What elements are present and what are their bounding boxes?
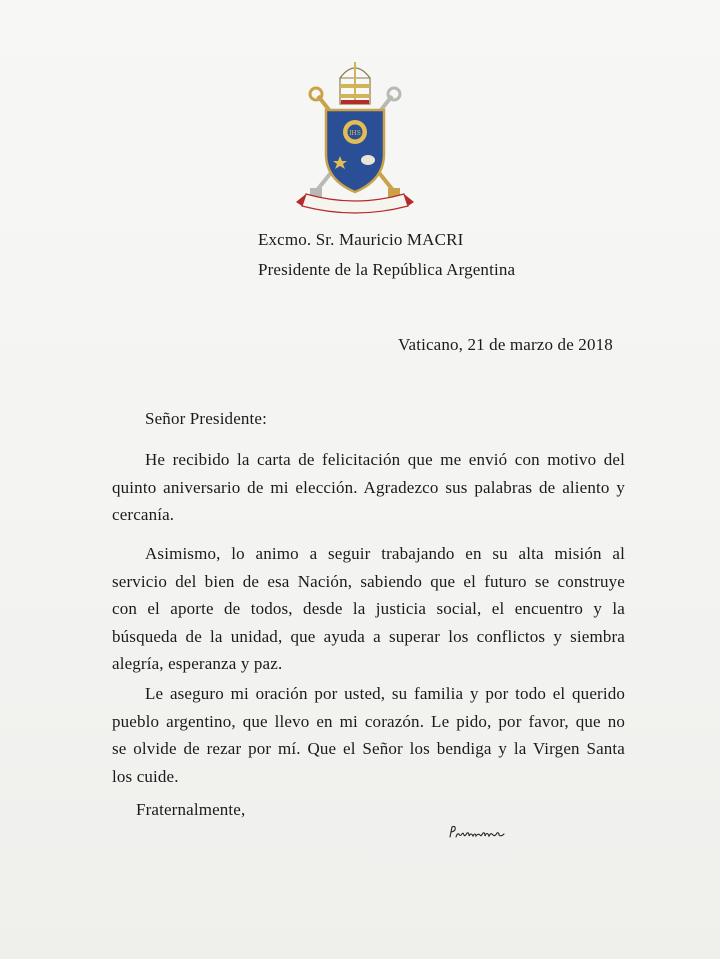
paragraph-line: con el aporte de todos, desde la justicia social, el encuentro y la [112, 599, 625, 618]
paragraph-line: pueblo argentino, que llevo en mi corazón. Le pido, por favor, que no [112, 711, 625, 731]
paragraph-line: los cuide. [112, 766, 179, 786]
closing: Fraternalmente, [136, 800, 246, 819]
paragraph-line: Asimismo, lo animo a seguir trabajando en su alta misión al [145, 544, 625, 563]
addressee-title: Presidente de la República Argentina [258, 260, 516, 279]
paragraph-line: búsqueda de la unidad, que ayuda a superar los conflictos y siembra [112, 626, 625, 646]
svg-text:IHS: IHS [349, 130, 361, 137]
handwritten-signature [447, 820, 517, 846]
salutation: Señor Presidente: [145, 409, 267, 428]
mitre-icon [340, 62, 370, 104]
paragraph-line: se olvide de rezar por mí. Que el Señor los bendiga y la Virgen Santa [112, 739, 625, 758]
sun-emblem-icon [343, 120, 367, 144]
paragraph-line: cercanía. [112, 505, 175, 524]
motto-ribbon [296, 194, 414, 213]
papal-coat-of-arms [296, 56, 414, 214]
body-paragraph-2 [112, 540, 625, 678]
body-paragraph-3 [112, 680, 625, 790]
nard-flower-icon [361, 155, 375, 165]
paragraph-line: quinto aniversario de mi elección. Agradezco sus palabras de aliento y [112, 477, 625, 497]
addressee-name: Excmo. Sr. Mauricio MACRI [258, 230, 464, 249]
paragraph-line: servicio del bien de esa Nación, sabiendo que el futuro se construye [112, 571, 625, 591]
letter-date: Vaticano, 21 de marzo de 2018 [398, 335, 613, 354]
paragraph-line: He recibido la carta de felicitación que me envió con motivo del [145, 450, 625, 469]
body-paragraph-1 [112, 446, 625, 529]
paragraph-line: Le aseguro mi oración por usted, su familia y por todo el querido [145, 684, 625, 703]
paragraph-line: alegría, esperanza y paz. [112, 654, 283, 673]
